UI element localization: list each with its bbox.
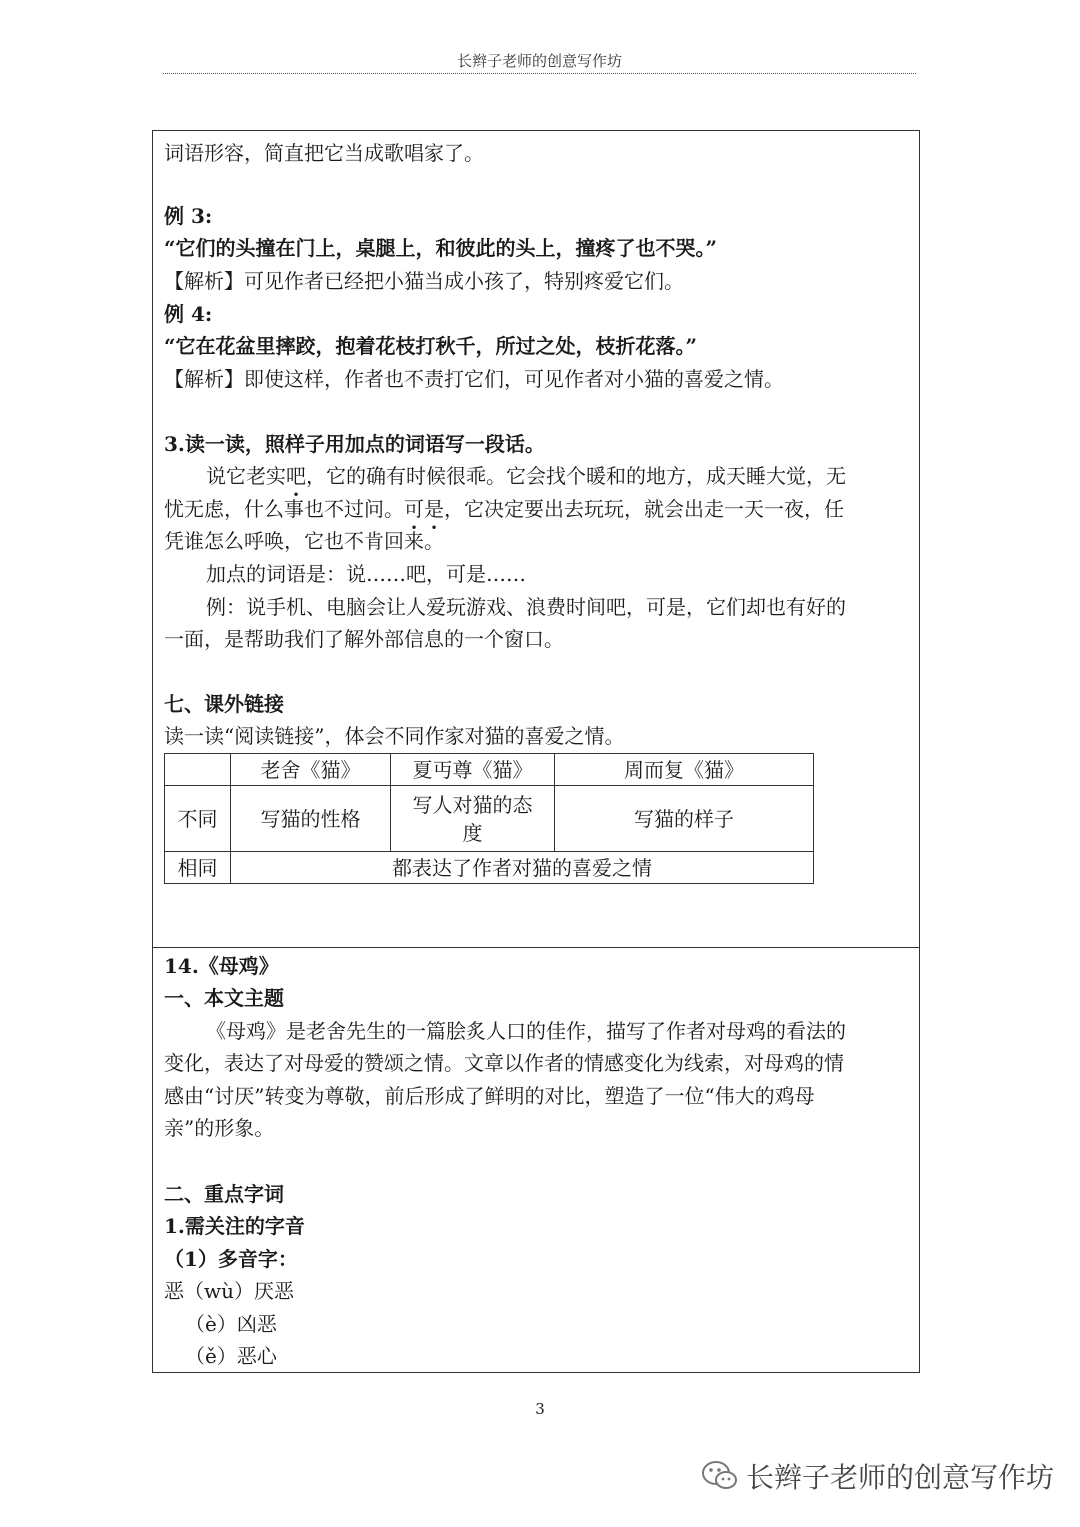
table-row	[165, 786, 814, 852]
table-cell: 相同	[165, 852, 231, 884]
comparison-table	[164, 753, 814, 884]
paragraph-line: 《母鸡》是老舍先生的一篇脍炙人口的佳作，描写了作者对母鸡的看法的	[206, 1019, 846, 1043]
table-cell: 周而复《猫》	[555, 754, 814, 786]
dotted-word: 吧	[286, 464, 306, 488]
word-item: 恶（wù）厌恶	[164, 1279, 294, 1303]
paragraph-line	[164, 493, 844, 525]
paragraph-line: 加点的词语是：说……吧，可是……	[206, 562, 526, 586]
question-title: 3.读一读，照样子用加点的词语写一段话。	[164, 432, 545, 456]
analysis-text: 【解析】即使这样，作者也不责打它们，可见作者对小猫的喜爱之情。	[164, 367, 784, 391]
table-cell: 夏丏尊《猫》	[391, 754, 555, 786]
lesson-title: 14.《母鸡》	[164, 954, 279, 978]
paragraph-line: 亲”的形象。	[164, 1116, 275, 1140]
header-divider	[163, 73, 916, 74]
table-header-row	[165, 754, 814, 786]
sub-heading: （1）多音字：	[164, 1247, 298, 1271]
table-cell: 写人对猫的态度	[391, 786, 555, 852]
analysis-text: 【解析】可见作者已经把小猫当成小孩了，特别疼爱它们。	[164, 269, 684, 293]
word-item: （ě）恶心	[185, 1344, 277, 1368]
dotted-word: 是	[424, 497, 444, 521]
table-cell	[165, 754, 231, 786]
text-line: 词语形容，简直把它当成歌唱家了。	[164, 141, 484, 165]
section-title: 七、课外链接	[164, 692, 284, 716]
section-title: 一、本文主题	[164, 986, 284, 1010]
paragraph-line: 一面，是帮助我们了解外部信息的一个窗口。	[164, 627, 564, 651]
example-label: 例 3:	[164, 204, 213, 228]
example-quote: “它们的头撞在门上，桌腿上，和彼此的头上，撞疼了也不哭。”	[164, 236, 718, 260]
question-title: 1.需关注的字音	[164, 1214, 305, 1238]
example-label: 例 4:	[164, 302, 213, 326]
word-item: （è）凶恶	[185, 1312, 277, 1336]
paragraph-line	[206, 460, 846, 492]
page-number: 3	[535, 1400, 545, 1418]
table-cell: 写猫的性格	[231, 786, 391, 852]
text-span: ，它决定要出去玩玩，就会出走一天一夜，任	[444, 497, 844, 521]
page-header: 长辫子老师的创意写作坊	[456, 52, 622, 70]
table-row	[165, 852, 814, 884]
table-cell: 都表达了作者对猫的喜爱之情	[231, 852, 814, 884]
paragraph-line: 感由“讨厌”转变为尊敬，前后形成了鲜明的对比，塑造了一位“伟大的鸡母	[164, 1084, 815, 1108]
dotted-word: 可	[404, 497, 424, 521]
text-span: 忧无虑，什么事也不过问。	[164, 497, 404, 521]
section-title: 二、重点字词	[164, 1182, 284, 1206]
paragraph-line: 变化，表达了对母爱的赞颂之情。文章以作者的情感变化为线索，对母鸡的情	[164, 1051, 844, 1075]
table-cell: 不同	[165, 786, 231, 852]
text-span: ，它的确有时候很乖。它会找个暖和的地方，成天睡大觉，无	[306, 464, 846, 488]
paragraph-line: 例：说手机、电脑会让人爱玩游戏、浪费时间吧，可是，它们却也有好的	[206, 595, 846, 619]
table-cell: 老舍《猫》	[231, 754, 391, 786]
paragraph-line: 凭谁怎么呼唤，它也不肯回来。	[164, 529, 444, 553]
watermark: 长辫子老师的创意写作坊	[746, 1461, 1055, 1494]
table-cell: 写猫的样子	[555, 786, 814, 852]
text-span: 说它老实	[206, 464, 286, 488]
section-intro: 读一读“阅读链接”，体会不同作家对猫的喜爱之情。	[164, 724, 625, 748]
wechat-icon	[700, 1458, 740, 1494]
example-quote: “它在花盆里摔跤，抱着花枝打秋千，所过之处，枝折花落。”	[164, 334, 698, 358]
